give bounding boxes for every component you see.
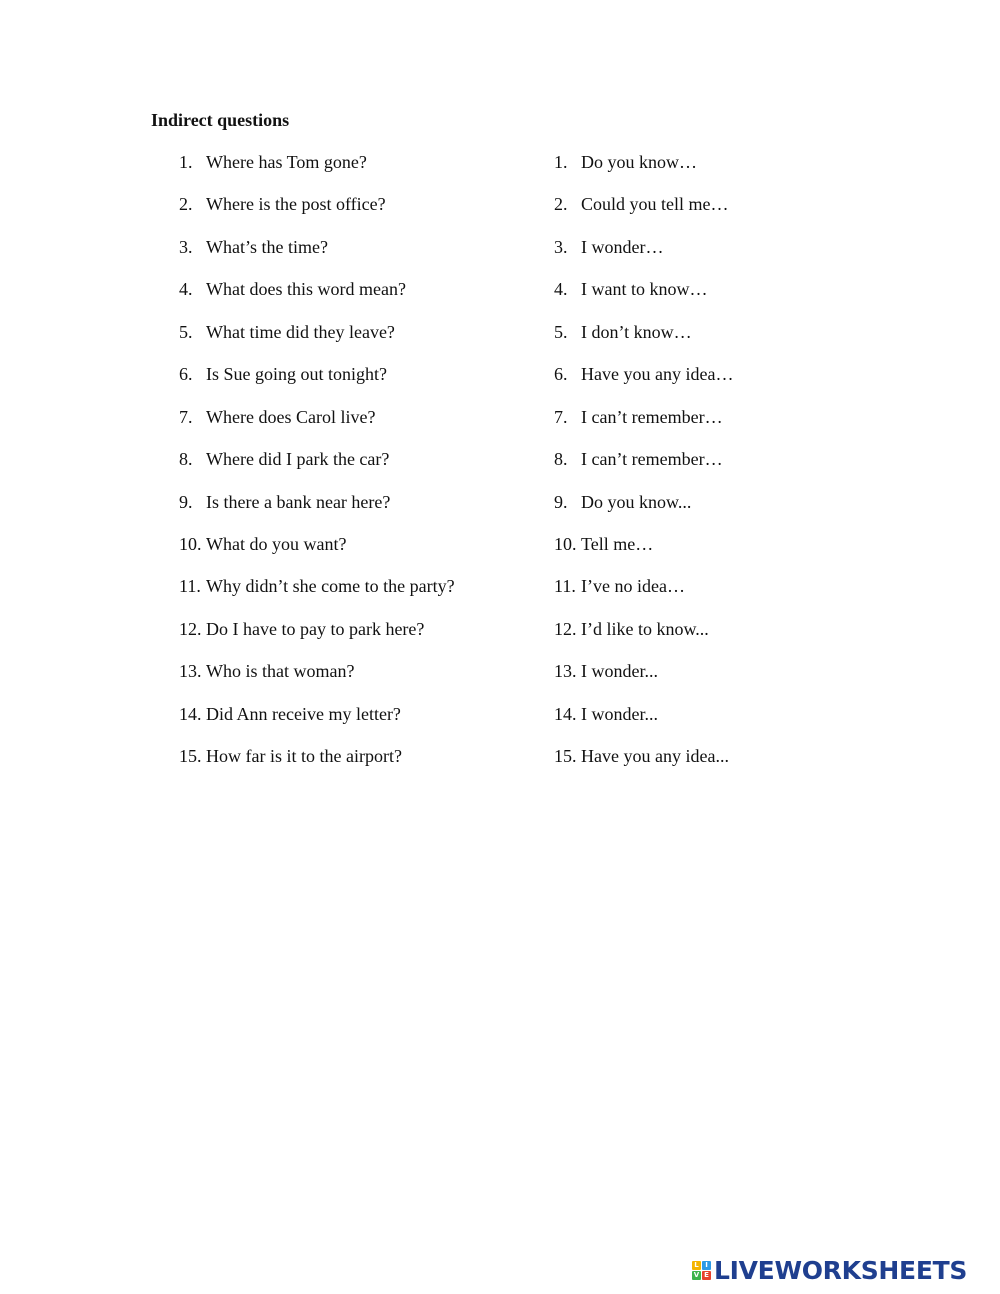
item-number: 2. (554, 194, 568, 215)
prompt-item (554, 363, 733, 405)
item-number: 6. (179, 364, 193, 385)
prompt-item (554, 236, 733, 278)
prompt-item (554, 151, 733, 193)
question-item (179, 448, 455, 490)
item-text: I want to know… (581, 279, 708, 300)
logo-letter-e: E (702, 1271, 711, 1280)
item-text: Who is that woman? (206, 661, 355, 682)
logo-letter-v: V (693, 1270, 700, 1279)
prompts-column (554, 151, 733, 788)
item-text: Where is the post office? (206, 194, 386, 215)
item-number: 11. (179, 576, 201, 597)
item-text: Do you know… (581, 152, 697, 172)
question-item (179, 660, 455, 702)
item-number: 12. (554, 618, 577, 639)
item-number: 8. (554, 449, 568, 470)
logo-letter-i: I (702, 1261, 711, 1270)
item-number: 14. (179, 703, 202, 724)
item-number: 10. (554, 533, 577, 554)
item-number: 9. (554, 491, 568, 512)
item-text: I wonder... (581, 661, 658, 682)
item-text: I’ve no idea… (581, 576, 685, 597)
item-number: 5. (554, 321, 568, 342)
question-item (179, 533, 455, 575)
logo-letter-l: L (692, 1261, 701, 1270)
item-text: Is there a bank near here? (206, 491, 391, 512)
item-number: 3. (554, 236, 568, 257)
question-item (179, 575, 455, 617)
question-item (179, 321, 455, 363)
question-item (179, 278, 455, 320)
item-text: What does this word mean? (206, 279, 406, 300)
questions-column (179, 151, 455, 788)
item-text: Where has Tom gone? (206, 152, 367, 172)
item-text: Have you any idea... (581, 746, 729, 767)
logo-mark-icon (692, 1261, 711, 1280)
item-text: Have you any idea… (581, 364, 734, 385)
item-number: 7. (179, 406, 193, 427)
item-text: Do I have to pay to park here? (206, 618, 425, 639)
item-number: 4. (554, 279, 568, 300)
question-item (179, 193, 455, 235)
item-number: 13. (554, 661, 577, 682)
item-number: 15. (179, 746, 202, 767)
item-text: Where does Carol live? (206, 406, 376, 427)
item-number: 6. (554, 364, 568, 385)
item-text: Tell me… (581, 533, 654, 554)
prompt-item (554, 618, 733, 660)
item-text: Do you know... (581, 491, 692, 512)
prompt-item (554, 193, 733, 235)
item-number: 10. (179, 533, 202, 554)
item-text: How far is it to the airport? (206, 746, 402, 767)
item-text: Did Ann receive my letter? (206, 703, 401, 724)
question-item (179, 618, 455, 660)
item-number: 1. (179, 152, 193, 172)
question-item (179, 703, 455, 745)
item-number: 9. (179, 491, 193, 512)
prompt-item (554, 278, 733, 320)
item-text: Could you tell me… (581, 194, 729, 215)
item-number: 7. (554, 406, 568, 427)
item-text: I can’t remember… (581, 406, 723, 427)
question-item (179, 236, 455, 278)
logo-text: LIVEWORKSHEETS (714, 1255, 968, 1285)
prompt-item (554, 703, 733, 745)
question-item (179, 745, 455, 787)
question-item (179, 491, 455, 533)
item-text: I wonder… (581, 236, 664, 257)
item-text: Why didn’t she come to the party? (206, 576, 455, 597)
page-title: Indirect questions (151, 110, 290, 130)
question-item (179, 406, 455, 448)
item-text: What do you want? (206, 533, 347, 554)
item-number: 15. (554, 746, 577, 767)
prompt-item (554, 575, 733, 617)
item-number: 3. (179, 236, 193, 257)
item-number: 8. (179, 449, 193, 470)
item-text: Where did I park the car? (206, 449, 390, 470)
item-number: 12. (179, 618, 202, 639)
item-number: 4. (179, 279, 193, 300)
question-item (179, 363, 455, 405)
prompt-item (554, 406, 733, 448)
liveworksheets-logo (692, 1255, 967, 1285)
item-number: 1. (554, 152, 568, 172)
item-number: 5. (179, 321, 193, 342)
item-number: 2. (179, 194, 193, 215)
prompt-item (554, 660, 733, 702)
item-text: I can’t remember… (581, 449, 723, 470)
item-text: I don’t know… (581, 321, 692, 342)
prompt-item (554, 321, 733, 363)
prompt-item (554, 448, 733, 490)
item-text: What time did they leave? (206, 321, 395, 342)
question-item (179, 151, 455, 193)
item-number: 13. (179, 661, 202, 682)
item-text: What’s the time? (206, 236, 328, 257)
prompt-item (554, 491, 733, 533)
item-text: Is Sue going out tonight? (206, 364, 387, 385)
item-text: I’d like to know... (581, 618, 709, 639)
item-number: 11. (554, 576, 576, 597)
prompt-item (554, 533, 733, 575)
item-number: 14. (554, 703, 577, 724)
item-text: I wonder... (581, 703, 658, 724)
prompt-item (554, 745, 733, 787)
